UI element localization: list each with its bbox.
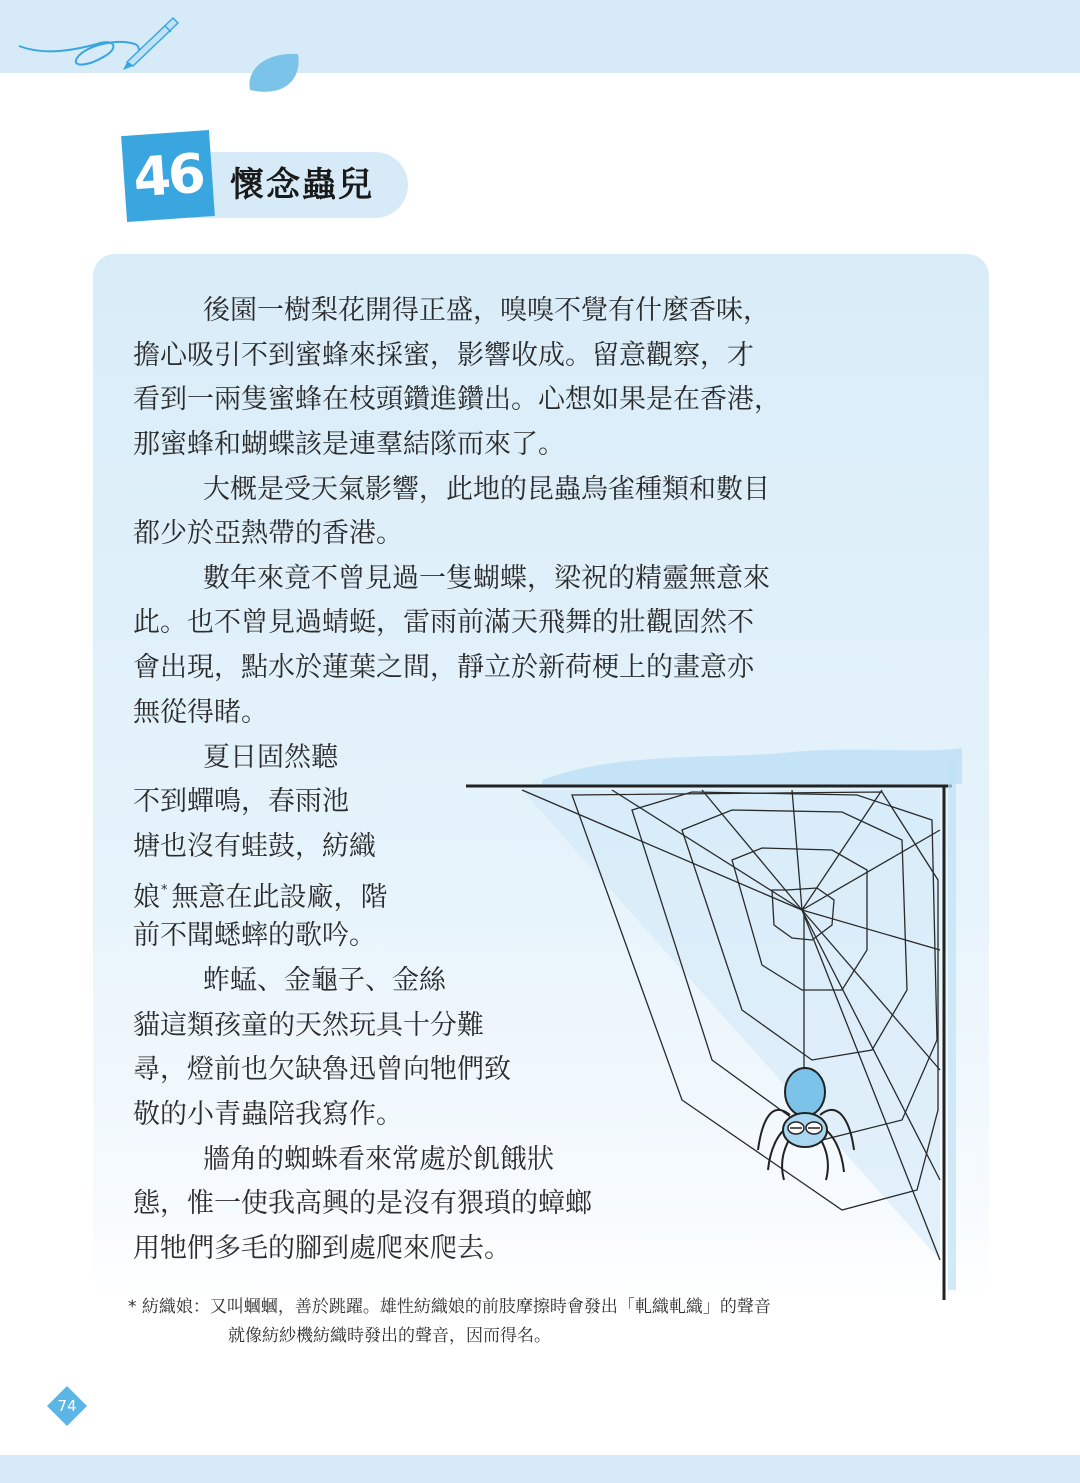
lesson-number: 46 xyxy=(131,141,205,210)
paragraph-line: 會出現，點水於蓮葉之間，靜立於新荷梗上的畫意亦 xyxy=(133,652,754,683)
footnote-text: * 紡織娘：又叫蟈蟈，善於跳躍。雄性紡織娘的前肢摩擦時會發出「軋織軋織」的聲音 xyxy=(128,1297,771,1317)
paragraph-line: 此。也不曾見過蜻蜓，雷雨前滿天飛舞的壯觀固然不 xyxy=(133,607,754,638)
page-number: 74 xyxy=(57,1397,77,1415)
paragraph-line: 大概是受天氣影響，此地的昆蟲鳥雀種類和數目 xyxy=(203,474,770,505)
paragraph-line: 敬的小青蟲陪我寫作。 xyxy=(133,1099,403,1130)
paragraph-line: 無從得睹。 xyxy=(133,697,268,728)
paragraph-line-rest: 無意在此設廠，階 xyxy=(171,882,388,913)
paragraph-line: 擔心吸引不到蜜蜂來採蜜，影響收成。留意觀察，才 xyxy=(133,340,754,371)
pen-doodle-icon xyxy=(15,8,185,70)
paragraph-line: 牆角的蜘蛛看來常處於飢餓狀 xyxy=(203,1144,554,1175)
page-title: 懷念蟲兒 xyxy=(230,165,374,205)
paragraph-line: 前不聞蟋蟀的歌吟。 xyxy=(133,920,376,951)
footnote-term: 娘 xyxy=(133,882,160,913)
paragraph-line: 夏日固然聽 xyxy=(203,742,338,773)
paragraph-line: 蚱蜢、金龜子、金絲 xyxy=(203,965,446,996)
paragraph-line: 那蜜蜂和蝴蝶該是連羣結隊而來了。 xyxy=(133,429,565,460)
paragraph-line: 用牠們多毛的腳到處爬來爬去。 xyxy=(133,1233,511,1264)
paragraph-line: 看到一兩隻蜜蜂在枝頭鑽進鑽出。心想如果是在香港， xyxy=(133,384,781,415)
paragraph-line: 塘也沒有蛙鼓，紡織 xyxy=(133,831,376,862)
paragraph-line: 尋，燈前也欠缺魯迅曾向牠們致 xyxy=(133,1054,511,1085)
paragraph-line: 態，惟一使我高興的是沒有猥瑣的蟑螂 xyxy=(133,1188,592,1219)
footer-band xyxy=(0,1455,1080,1483)
leaf-icon xyxy=(246,50,302,98)
paragraph-line: 後園一樹梨花開得正盛，嗅嗅不覺有什麼香味， xyxy=(203,295,770,326)
footnote-text-continued: 就像紡紗機紡織時發出的聲音，因而得名。 xyxy=(228,1326,551,1346)
paragraph-line xyxy=(133,869,388,913)
paragraph-line: 不到蟬鳴，春雨池 xyxy=(133,786,349,817)
paragraph-line: 都少於亞熱帶的香港。 xyxy=(133,518,403,549)
paragraph-line: 貓這類孩童的天然玩具十分難 xyxy=(133,1010,484,1041)
footnote-marker: * xyxy=(161,883,168,898)
paragraph-line: 數年來竟不曾見過一隻蝴蝶，梁祝的精靈無意來 xyxy=(203,563,770,594)
